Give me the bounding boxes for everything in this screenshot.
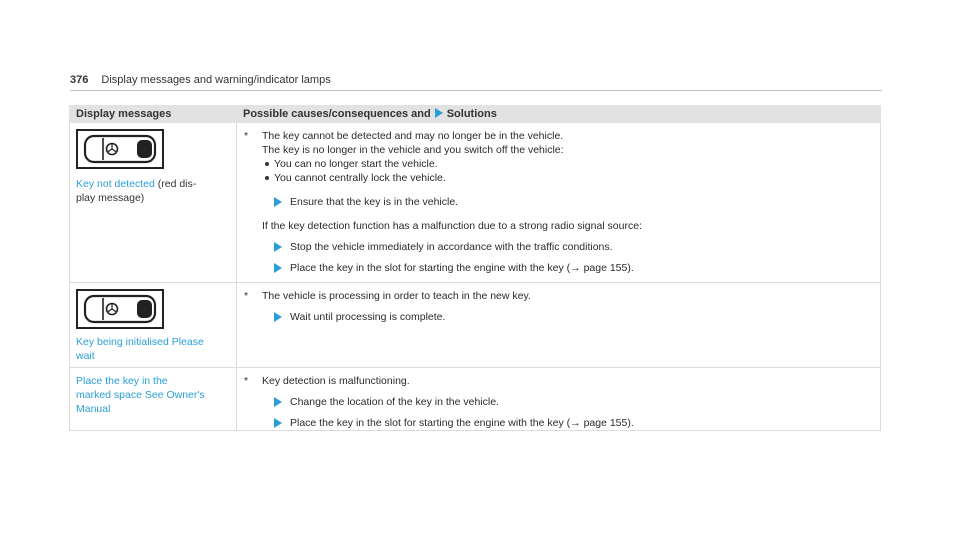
key-icon — [76, 129, 164, 169]
arrow-right-icon — [274, 197, 282, 207]
causes-cell — [237, 283, 881, 368]
action-text: Place the key in the slot for starting the engine with the key (→ page 155). — [290, 417, 634, 429]
cause-line — [244, 129, 874, 143]
cause-line — [244, 289, 874, 303]
message-text: Key being initialised Please — [76, 336, 204, 348]
action-step — [244, 195, 874, 209]
asterisk: * — [244, 290, 249, 302]
bullet-text: You can no longer start the vehicle. — [274, 158, 438, 170]
message-text: Place the key in the — [76, 375, 168, 387]
bullet-item — [244, 171, 874, 185]
arrow-right-icon — [274, 263, 282, 273]
table-header-row — [70, 106, 881, 123]
display-messages-table — [69, 105, 881, 431]
bullet-item — [244, 157, 874, 171]
page-title: Display messages and warning/indicator lamps — [101, 74, 331, 86]
col-header-causes-label: Possible causes/consequences and — [243, 108, 431, 120]
message-cell — [70, 368, 237, 431]
asterisk: * — [244, 130, 249, 142]
message-cell — [70, 123, 237, 283]
message-text-line3: Manual — [76, 403, 111, 415]
cause-line — [244, 374, 874, 388]
action-step — [244, 395, 874, 409]
table-row — [70, 368, 881, 431]
causes-cell — [237, 123, 881, 283]
message-rest-line2: play message) — [76, 192, 145, 204]
arrow-right-icon — [274, 418, 282, 428]
message-text-line2: marked space See Owner's — [76, 389, 205, 401]
col-header-causes-solutions — [237, 106, 881, 123]
message-text-line2: wait — [76, 350, 95, 362]
action-text: Place the key in the slot for starting the engine with the key (→ page 155). — [290, 262, 634, 274]
asterisk: * — [244, 375, 249, 387]
cause-text: The key cannot be detected and may no longer be in the vehicle. — [262, 130, 564, 142]
condition-text: If the key detection function has a malfunction due to a strong radio signal source: — [262, 220, 642, 232]
cause-text: Key detection is malfunctioning. — [262, 375, 410, 387]
action-step — [244, 416, 874, 430]
bullet-dot-icon — [265, 176, 269, 180]
arrow-right-icon — [274, 397, 282, 407]
page-header — [70, 74, 882, 91]
action-text: Wait until processing is complete. — [290, 311, 446, 323]
cause-text: The vehicle is processing in order to teach in the new key. — [262, 290, 531, 302]
arrow-right-icon — [435, 108, 443, 118]
message-text — [76, 177, 230, 191]
col-header-display-messages: Display messages — [70, 106, 237, 123]
action-step — [244, 310, 874, 324]
action-text: Change the location of the key in the vehicle. — [290, 396, 499, 408]
message-cell — [70, 283, 237, 368]
action-step — [244, 240, 874, 254]
arrow-right-icon — [274, 312, 282, 322]
message-rest: (red dis- — [154, 178, 197, 190]
table-row — [70, 123, 881, 283]
bullet-text: You cannot centrally lock the vehicle. — [274, 172, 446, 184]
page-number: 376 — [70, 74, 89, 86]
arrow-right-icon — [274, 242, 282, 252]
cause-subtext: The key is no longer in the vehicle and you switch off the vehicle: — [262, 144, 564, 156]
table-row — [70, 283, 881, 368]
message-highlight: Key not detected — [76, 178, 155, 190]
action-step — [244, 261, 874, 275]
action-text: Stop the vehicle immediately in accordance with the traffic conditions. — [290, 241, 613, 253]
action-text: Ensure that the key is in the vehicle. — [290, 196, 459, 208]
key-icon — [76, 289, 164, 329]
bullet-dot-icon — [265, 162, 269, 166]
col-header-solutions-label: Solutions — [446, 108, 497, 120]
causes-cell — [237, 368, 881, 431]
